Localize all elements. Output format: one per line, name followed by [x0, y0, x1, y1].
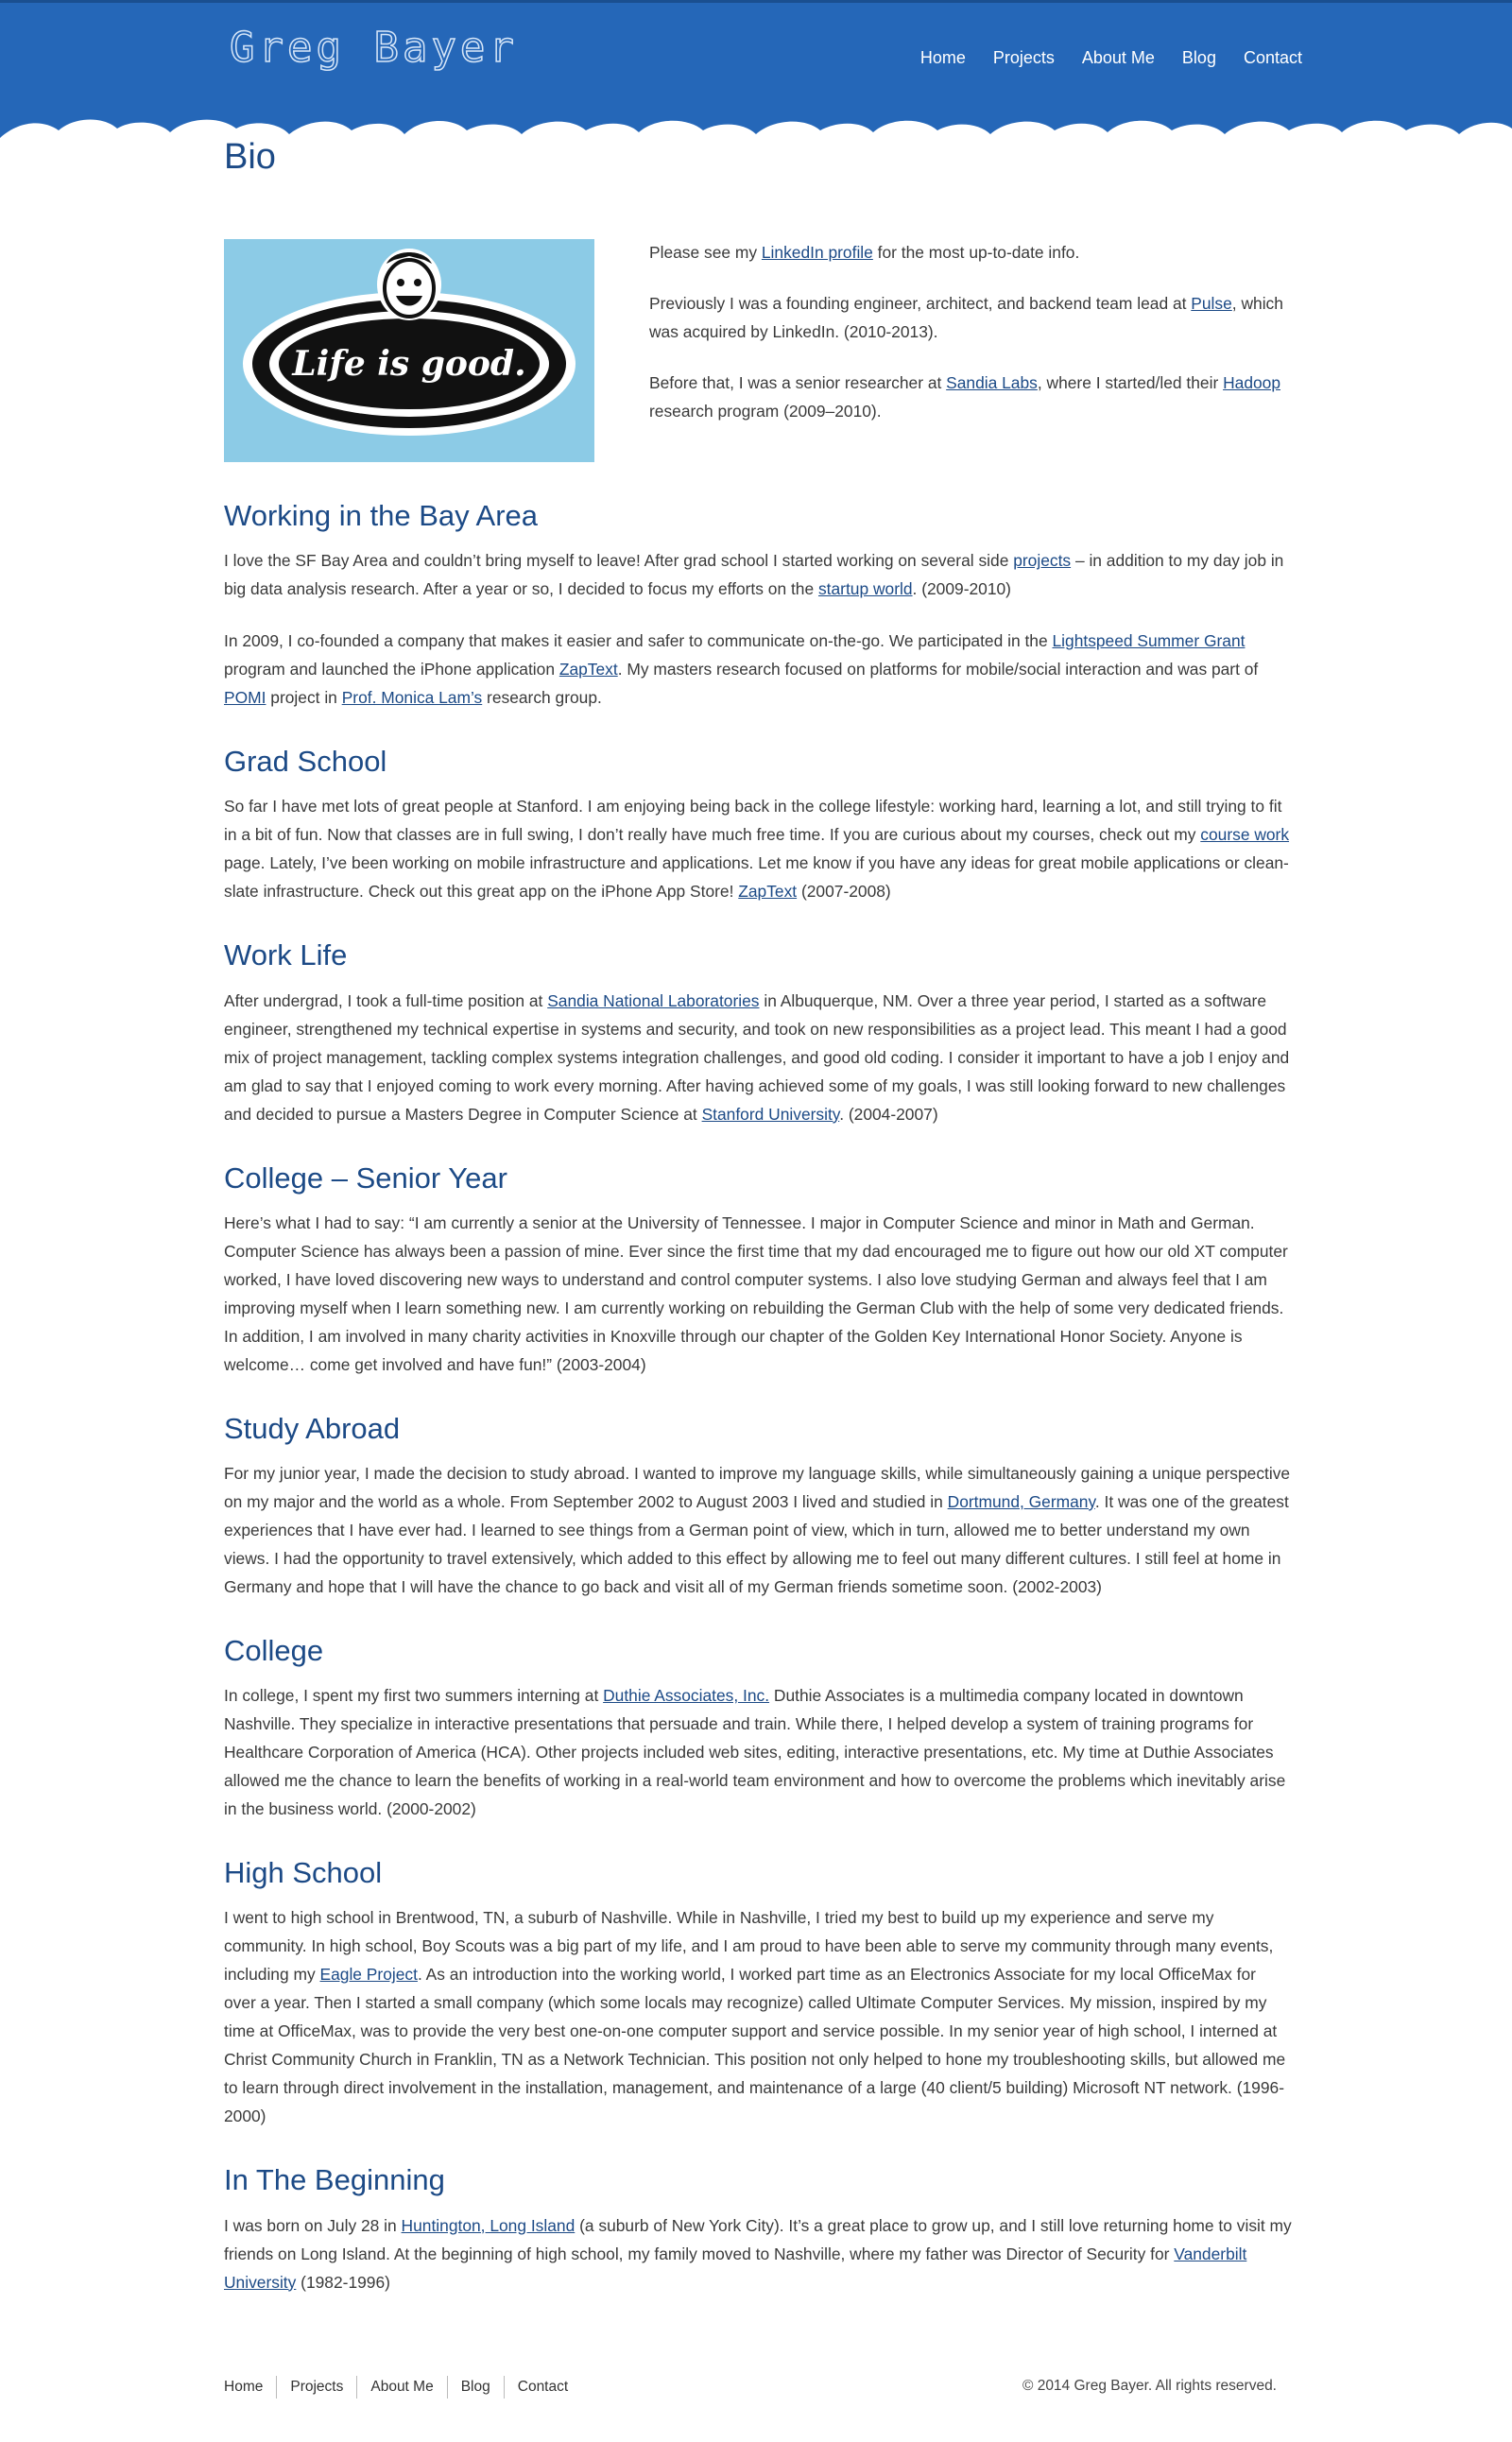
footer-nav-home[interactable]: Home [224, 2378, 264, 2395]
page-title: Bio [224, 137, 276, 177]
zaptext-link[interactable]: ZapText [558, 660, 618, 679]
nav-contact[interactable]: Contact [1243, 48, 1302, 67]
dortmund-link[interactable]: Dortmund, Germany [947, 1491, 1095, 1511]
intro-text [649, 239, 1292, 448]
section-paragraph: In college, I spent my first two summers interning at Duthie Associates, Inc. Duthie Associates is a multimedia company located in downtown Nashville. They specialize in interactive presentations that persuade and train. While there, I helped develop a system of training programs for Healthcare Corporation of America (HCA). Other projects included web sites, editing, interactive presentations, etc. My time at Duthie Associates allowed me the chance to learn the benefits of working in a real-world team environment and how to overcome the problems which inevitably arise in the business world. (2000-2002) [224, 1686, 1286, 1819]
section-grad-school [224, 744, 1292, 905]
section-paragraph: So far I have met lots of great people at Stanford. I am enjoying being back in the college lifestyle: working hard, learning a lot, and still trying to fit in a bit of fun. Now that classes are in full swing, I don’t really have much free time. If you are curious about my courses, check out my course work page. Lately, I’ve been working on mobile infrastructure and applications. Let me know if you have any ideas for great mobile applications or clean-slate infrastructure. Check out this great app on the iPhone App Store! ZapText (2007-2008) [224, 797, 1290, 902]
footer-nav-blog[interactable]: Blog [447, 2376, 504, 2399]
eagle-project-link[interactable]: Eagle Project [319, 1965, 418, 1985]
section-paragraph: After undergrad, I took a full-time position at Sandia National Laboratories in Albuquerque, NM. Over a three year period, I started as a software engineer, strengthened my technical expertise in systems and security, and took on new responsibilities as a project lead. This meant I had a good mix of project management, tackling complex systems integration challenges, and good old coding. I consider it important to have a job I enjoy and am glad to say that I enjoyed coming to work every morning. After having achieved some of my goals, I was still looking forward to new challenges and decided to pursue a Masters Degree in Computer Science at Stanford University. (2004-2007) [224, 990, 1290, 1124]
section-paragraph: I was born on July 28 in Huntington, Long Island (a suburb of New York City). It’s a great place to grow up, and I still love returning home to visit my friends on Long Island. At the beginning of high school, my family moved to Nashville, where my father was Director of Security for Vanderbilt University (1982-1996) [224, 2215, 1292, 2292]
nav-home[interactable]: Home [919, 48, 966, 67]
sandia-labs-link[interactable]: Sandia Labs [946, 373, 1038, 392]
lightspeed-grant-link[interactable]: Lightspeed Summer Grant [1052, 631, 1246, 651]
section-title: In The Beginning [224, 2163, 445, 2197]
site-logo[interactable]: Greg Bayer [230, 24, 518, 72]
pomi-link[interactable]: POMI [224, 688, 266, 708]
stanford-university-link[interactable]: Stanford University [701, 1104, 840, 1124]
section-title: Working in the Bay Area [224, 499, 538, 532]
section-study-abroad [224, 1411, 1292, 1601]
nav-about[interactable]: About Me [1081, 48, 1155, 67]
sandia-national-labs-link[interactable]: Sandia National Laboratories [547, 990, 760, 1010]
section-title: College [224, 1633, 324, 1667]
section-title: Study Abroad [224, 1411, 401, 1445]
section-paragraph: In 2009, I co-founded a company that makes it easier and safer to communicate on-the-go. We participated in the Lightspeed Summer Grant program and launched the iPhone application ZapText. My masters research focused on platforms for mobile/social interaction and was part of POMI project in Prof. Monica Lam’s research group. [224, 631, 1259, 708]
section-senior-year [224, 1161, 1292, 1379]
duthie-associates-link[interactable]: Duthie Associates, Inc. [603, 1686, 770, 1706]
course-work-link[interactable]: course work [1200, 825, 1290, 845]
startup-world-link[interactable]: startup world [817, 579, 913, 599]
section-paragraph: For my junior year, I made the decision to study abroad. I wanted to improve my language skills, while simultaneously gaining a unique perspective on my major and the world as a whole. From September 2002 to August 2003 I lived and studied in Dortmund, Germany. It was one of the greatest experiences that I have ever had. I learned to see things from a German point of view, which in turn, allowed me to better understand my own views. I had the opportunity to travel extensively, which added to this effect by allowing me to feel out many different cultures. I still feel at home in Germany and hope that I will have the chance to go back and visit all of my German friends sometime soon. (2002-2003) [224, 1463, 1291, 1596]
site-footer [224, 2376, 1292, 2442]
section-bay-area [224, 498, 1292, 712]
section-paragraph: I love the SF Bay Area and couldn’t bring myself to leave! After grad school I started working on several side projects – in addition to my day job in big data analysis research. After a year or so, I decided to focus my efforts on the startup world. (2009-2010) [224, 551, 1284, 599]
main-content [224, 139, 1292, 2296]
zaptext-link[interactable]: ZapText [738, 882, 798, 902]
section-title: Work Life [224, 938, 348, 972]
life-is-good-text: Life is good. [292, 344, 526, 384]
vanderbilt-link[interactable]: Vanderbilt University [224, 2244, 1247, 2292]
intro-block [224, 239, 1292, 464]
site-header [0, 0, 1512, 151]
intro-paragraph-2: Previously I was a founding engineer, architect, and backend team lead at Pulse, which was acquired by LinkedIn. (2010-2013). [649, 294, 1283, 341]
section-title: Grad School [224, 745, 387, 779]
footer-nav-contact[interactable]: Contact [504, 2376, 581, 2399]
section-work-life [224, 937, 1292, 1127]
nav-blog[interactable]: Blog [1181, 48, 1216, 67]
section-paragraph: Here’s what I had to say: “I am currently a senior at the University of Tennessee. I major in Computer Science and minor in Math and German. Computer Science has always been a passion of mine. Ever since the first time that my dad encouraged me to figure out how our old XT computer worked, I have loved discovering new ways to understand and control computer systems. I also love studying German and always feel that I am improving myself when I learn something new. I am currently working on rebuilding the German Club with the help of some very dedicated friends. In addition, I am involved in many charity activities in Knoxville through our chapter of the Golden Key International Honor Society. Anyone is welcome… come get involved and have fun!” (2003-2004) [224, 1212, 1288, 1374]
huntington-link[interactable]: Huntington, Long Island [401, 2215, 576, 2235]
life-is-good-image [224, 239, 594, 462]
header-inner [224, 3, 1512, 112]
section-title: College – Senior Year [224, 1161, 507, 1195]
main-nav [893, 48, 1302, 68]
copyright-text: © 2014 Greg Bayer. All rights reserved. [1022, 2377, 1277, 2394]
footer-nav-projects[interactable]: Projects [276, 2376, 356, 2399]
section-college [224, 1633, 1292, 1823]
intro-paragraph-3: Before that, I was a senior researcher at Sandia Labs, where I started/led their Hadoop research program (2009–2010). [649, 373, 1281, 421]
section-title: High School [224, 1856, 383, 1890]
footer-nav-about[interactable]: About Me [356, 2376, 446, 2399]
section-high-school [224, 1855, 1292, 2130]
monica-lam-link[interactable]: Prof. Monica Lam’s [341, 688, 483, 708]
intro-paragraph-1: Please see my LinkedIn profile for the most up-to-date info. [649, 243, 1080, 262]
section-paragraph: I went to high school in Brentwood, TN, a suburb of Nashville. While in Nashville, I tried my best to build up my experience and serve my community. In high school, Boy Scouts was a big part of my life, and I am proud to have been able to serve my community through many events, including my Eagle Project. As an introduction into the working world, I worked part time as an Electronics Associate for my local OfficeMax for over a year. Then I started a small company (which some locals may recognize) called Ultimate Computer Services. My mission, inspired by my time at OfficeMax, was to provide the very best one-on-one computer support and service possible. In my senior year of high school, I interned at Christ Community Church in Franklin, TN as a Network Technician. This position not only helped to hone my troubleshooting skills, but allowed me to learn through direct involvement in the installation, management, and maintenance of a large (40 client/5 building) Microsoft NT network. (1996-2000) [224, 1908, 1286, 2126]
pulse-link[interactable]: Pulse [1191, 294, 1232, 313]
linkedin-profile-link[interactable]: LinkedIn profile [761, 243, 873, 262]
projects-link[interactable]: projects [1013, 551, 1072, 571]
section-beginning [224, 2162, 1292, 2296]
nav-projects[interactable]: Projects [992, 48, 1055, 67]
life-is-good-logo [224, 239, 594, 462]
hadoop-link[interactable]: Hadoop [1223, 373, 1281, 392]
